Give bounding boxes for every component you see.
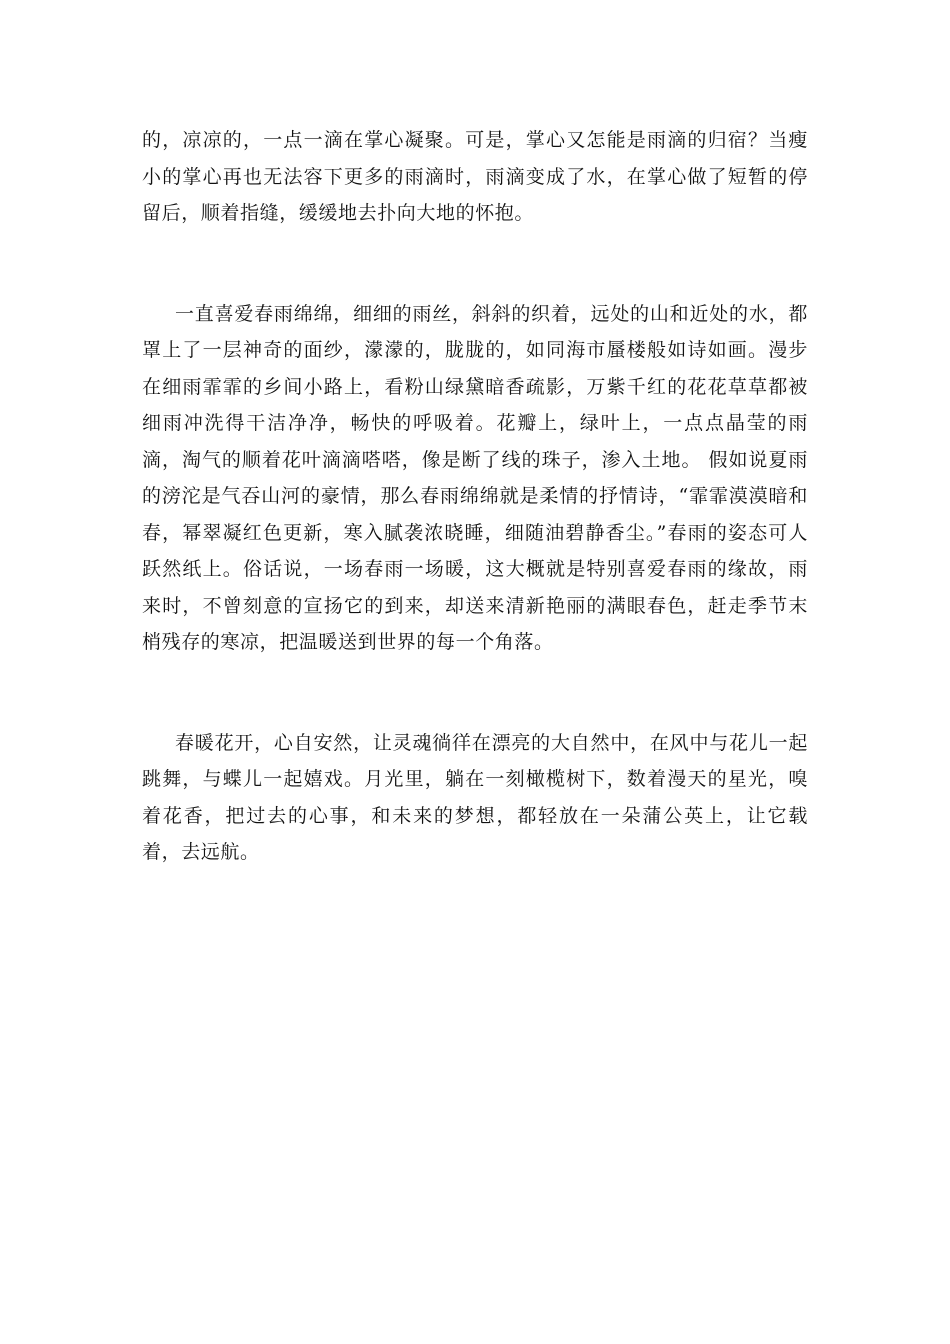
document-page <box>142 122 808 871</box>
paragraph-rain-in-palm: 的，凉凉的，一点一滴在掌心凝聚。可是，掌心又怎能是雨滴的归宿？当瘦小的掌心再也无法容下更多的雨滴时，雨滴变成了水，在掌心做了短暂的停留后，顺着指缝，缓缓地去扑向大地的怀抱。 <box>142 129 808 224</box>
paragraph-spring-rain: 一直喜爱春雨绵绵，细细的雨丝，斜斜的织着，远处的山和近处的水，都罩上了一层神奇的面纱，濛濛的，胧胧的，如同海市蜃楼般如诗如画。漫步在细雨霏霏的乡间小路上，看粉山绿黛暗香疏影，万紫千红的花花草草都被细雨冲洗得干洁净净，畅快的呼吸着。花瓣上，绿叶上，一点点晶莹的雨滴，淘气的顺着花叶滴滴嗒嗒，像是断了线的珠子，渗入土地。 假如说夏雨的滂沱是气吞山河的豪情，那么春雨绵绵就是柔情的抒情诗，“霏霏漠漠暗和春，幂翠凝红色更新，寒入腻袭浓晓睡，细随油碧静香尘。”春雨的姿态可人跃然纸上。俗话说，一场春雨一场暖，这大概就是特别喜爱春雨的缘故，雨来时，不曾刻意的宣扬它的到来，却送来清新艳丽的满眼春色，赶走季节末梢残存的寒凉，把温暖送到世界的每一个角落。 <box>142 302 808 653</box>
paragraph-spring-blossoms: 春暖花开，心自安然，让灵魂徜徉在漂亮的大自然中，在风中与花儿一起跳舞，与蝶儿一起嬉戏。月光里，躺在一刻橄榄树下，数着漫天的星光，嗅着花香，把过去的心事，和未来的梦想，都轻放在一朵蒲公英上，让它载着，去远航。 <box>142 731 808 863</box>
